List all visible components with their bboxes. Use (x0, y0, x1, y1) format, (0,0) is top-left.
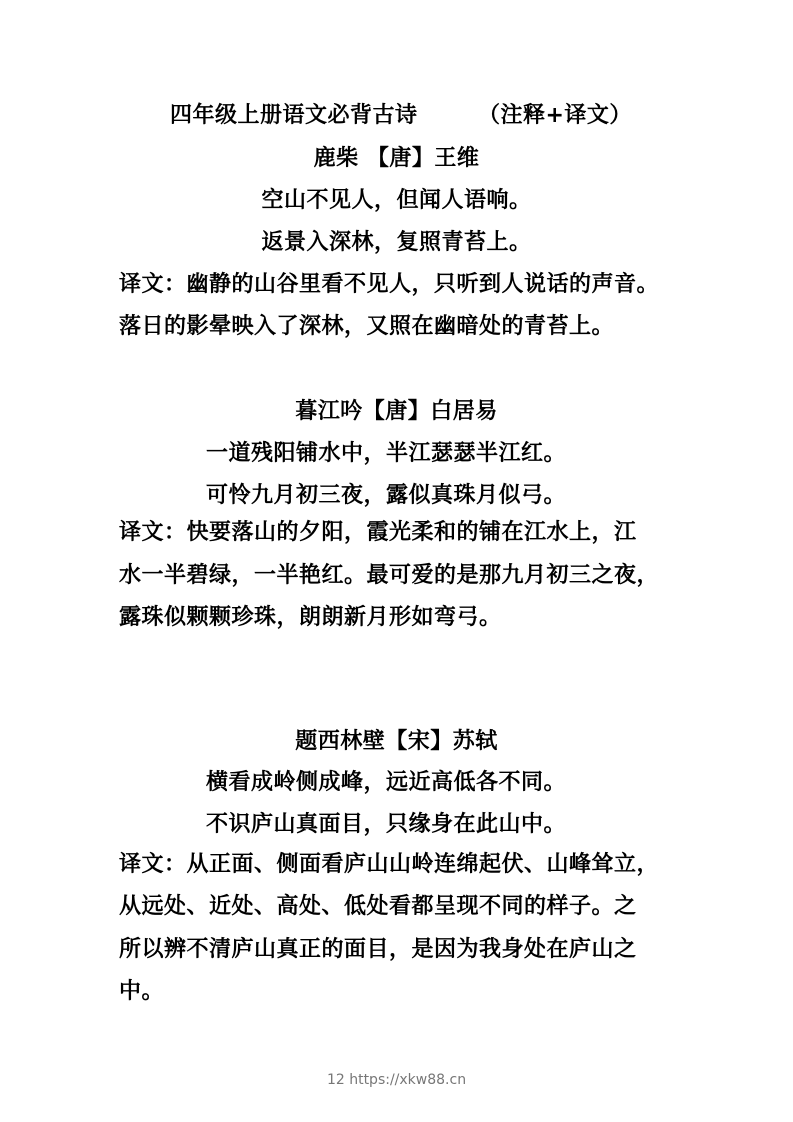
translation-line: 露珠似颗颗珍珠，朗朗新月形如弯弓。 (119, 605, 502, 630)
poem-line: 横看成岭侧成峰，远近高低各不同。 (206, 770, 567, 795)
poem-line: 不识庐山真面目，只缘身在此山中。 (206, 812, 567, 837)
poem-line: 一道残阳铺水中，半江瑟瑟半江红。 (206, 441, 567, 466)
translation-line: 从远处、近处、高处、低处看都呈现不同的样子。之 (119, 894, 637, 919)
translation-line: 落日的影晕映入了深林，又照在幽暗处的青苔上。 (119, 314, 615, 339)
translation-line: 译文：幽静的山谷里看不见人，只听到人说话的声音。 (119, 272, 660, 297)
poem-line: 空山不见人，但闻人语响。 (261, 188, 532, 213)
page-footer: 12 https://xkw88.cn (326, 1072, 467, 1088)
document-title-note: （注释+译文） (478, 103, 632, 128)
poem-line: 返景入深林，复照青苔上。 (261, 230, 532, 255)
poem-heading: 鹿柴 【唐】王维 (313, 146, 480, 171)
translation-line: 中。 (119, 979, 165, 1004)
translation-line: 所以辨不清庐山真正的面目，是因为我身处在庐山之 (119, 937, 637, 962)
translation-line: 译文：快要落山的夕阳，霞光柔和的铺在江水上，江 (119, 520, 637, 545)
poem-heading: 题西林壁【宋】苏轼 (295, 729, 498, 754)
document-title: 四年级上册语文必背古诗 (170, 103, 418, 128)
translation-line: 译文：从正面、侧面看庐山山岭连绵起伏、山峰耸立， (119, 852, 660, 877)
translation-line: 水一半碧绿，一半艳红。最可爱的是那九月初三之夜， (119, 563, 660, 588)
poem-heading: 暮江吟【唐】白居易 (295, 399, 498, 424)
poem-line: 可怜九月初三夜，露似真珠月似弓。 (206, 483, 567, 508)
